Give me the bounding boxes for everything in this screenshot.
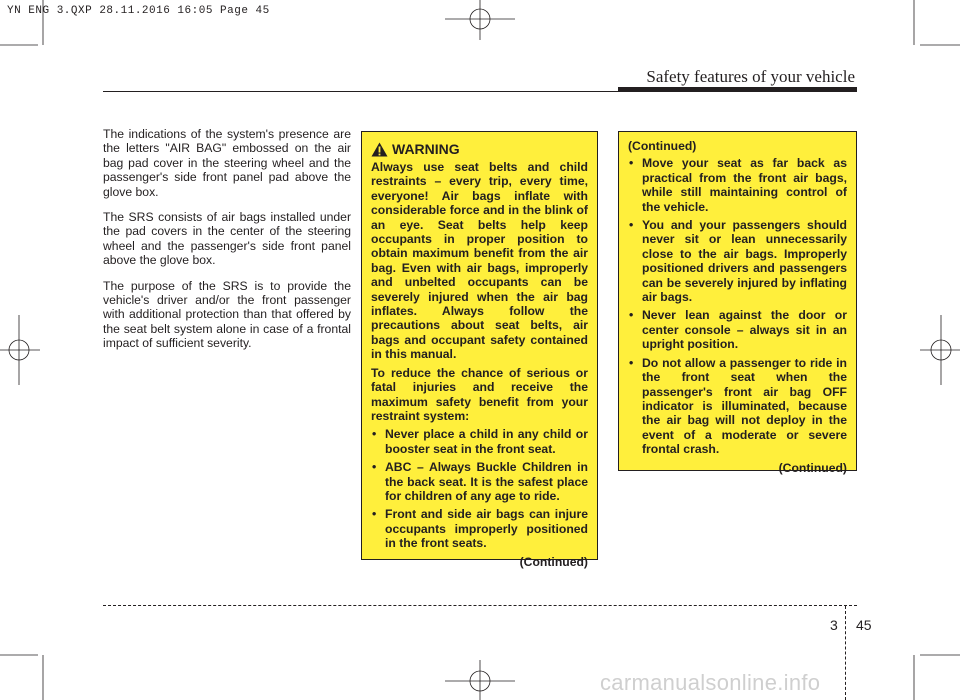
page-number-divider xyxy=(845,606,846,700)
warning-bullet: • Do not allow a passenger to ride in the front seat when the passenger's front air bag OFF indicator is illuminated, because the air bag will not deploy in the event of a moderate or severe frontal crash. xyxy=(628,356,847,457)
intro-text xyxy=(103,127,351,362)
chapter-number: 3 xyxy=(830,617,838,633)
page-header-title: Safety features of your vehicle xyxy=(646,67,855,86)
warning-box-2 xyxy=(618,131,857,475)
warning-paragraph: To reduce the chance of serious or fatal injuries and receive the maximum safety benefit from your restraint system: xyxy=(371,365,588,423)
warning-bullet: • Front and side air bags can injure occupants improperly positioned in the front seats. xyxy=(371,507,588,550)
warning-bullet: • Never lean against the door or center console – always sit in an upright position. xyxy=(628,308,847,351)
warning-bullet-list xyxy=(628,156,847,456)
warning-heading xyxy=(371,142,588,157)
footer-rule xyxy=(103,605,857,606)
header-rule-bar xyxy=(618,87,857,92)
page-number: 45 xyxy=(856,617,872,633)
warning-bullet-list xyxy=(371,427,588,550)
print-slug: YN ENG 3.QXP 28.11.2016 16:05 Page 45 xyxy=(7,5,270,17)
intro-paragraph: The SRS consists of air bags installed under the pad covers in the center of the steering wheel and the passenger's side front panel above the glove box. xyxy=(103,210,351,268)
warning-bullet: • ABC – Always Buckle Children in the back seat. It is the safest place for children of any age to ride. xyxy=(371,460,588,503)
warning-bullet: • You and your passengers should never sit or lean unnecessarily close to the air bags. Improperly positioned drivers and passengers can be severely injured by inflating air bags. xyxy=(628,218,847,304)
warning-triangle-icon xyxy=(371,142,388,157)
warning-bullet: • Never place a child in any child or booster seat in the front seat. xyxy=(371,427,588,456)
watermark: carmanualsonline.info xyxy=(600,670,821,695)
warning-bullet: • Move your seat as far back as practical from the front air bags, while still maintaining control of the vehicle. xyxy=(628,156,847,214)
continued-label: (Continued) xyxy=(628,139,697,153)
header-rule xyxy=(103,91,618,92)
warning-box-1 xyxy=(361,131,598,569)
warning-title: WARNING xyxy=(392,141,460,158)
continued-label: (Continued) xyxy=(519,554,588,569)
warning-paragraph: Always use seat belts and child restraints – every trip, every time, everyone! Air bags inflate with considerable force and in the blink of an eye. Seat belts help keep occupants in proper position to obtain maximum benefit from the air bag. Even with air bags, improperly and unbelted occupants can be severely injured when the air bag inflates. Always follow the precautions about seat belts, air bags and occupant safety contained in this manual. xyxy=(371,160,588,362)
intro-paragraph: The purpose of the SRS is to provide the vehicle's driver and/or the front passenger with additional protection than that offered by the seat belt system alone in case of a frontal impact of sufficient severity. xyxy=(103,278,351,351)
continued-label: (Continued) xyxy=(778,460,847,475)
intro-paragraph: The indications of the system's presence are the letters "AIR BAG" embossed on the air bag pad cover in the steering wheel and the passenger's side front panel pad above the glove box. xyxy=(103,127,351,199)
